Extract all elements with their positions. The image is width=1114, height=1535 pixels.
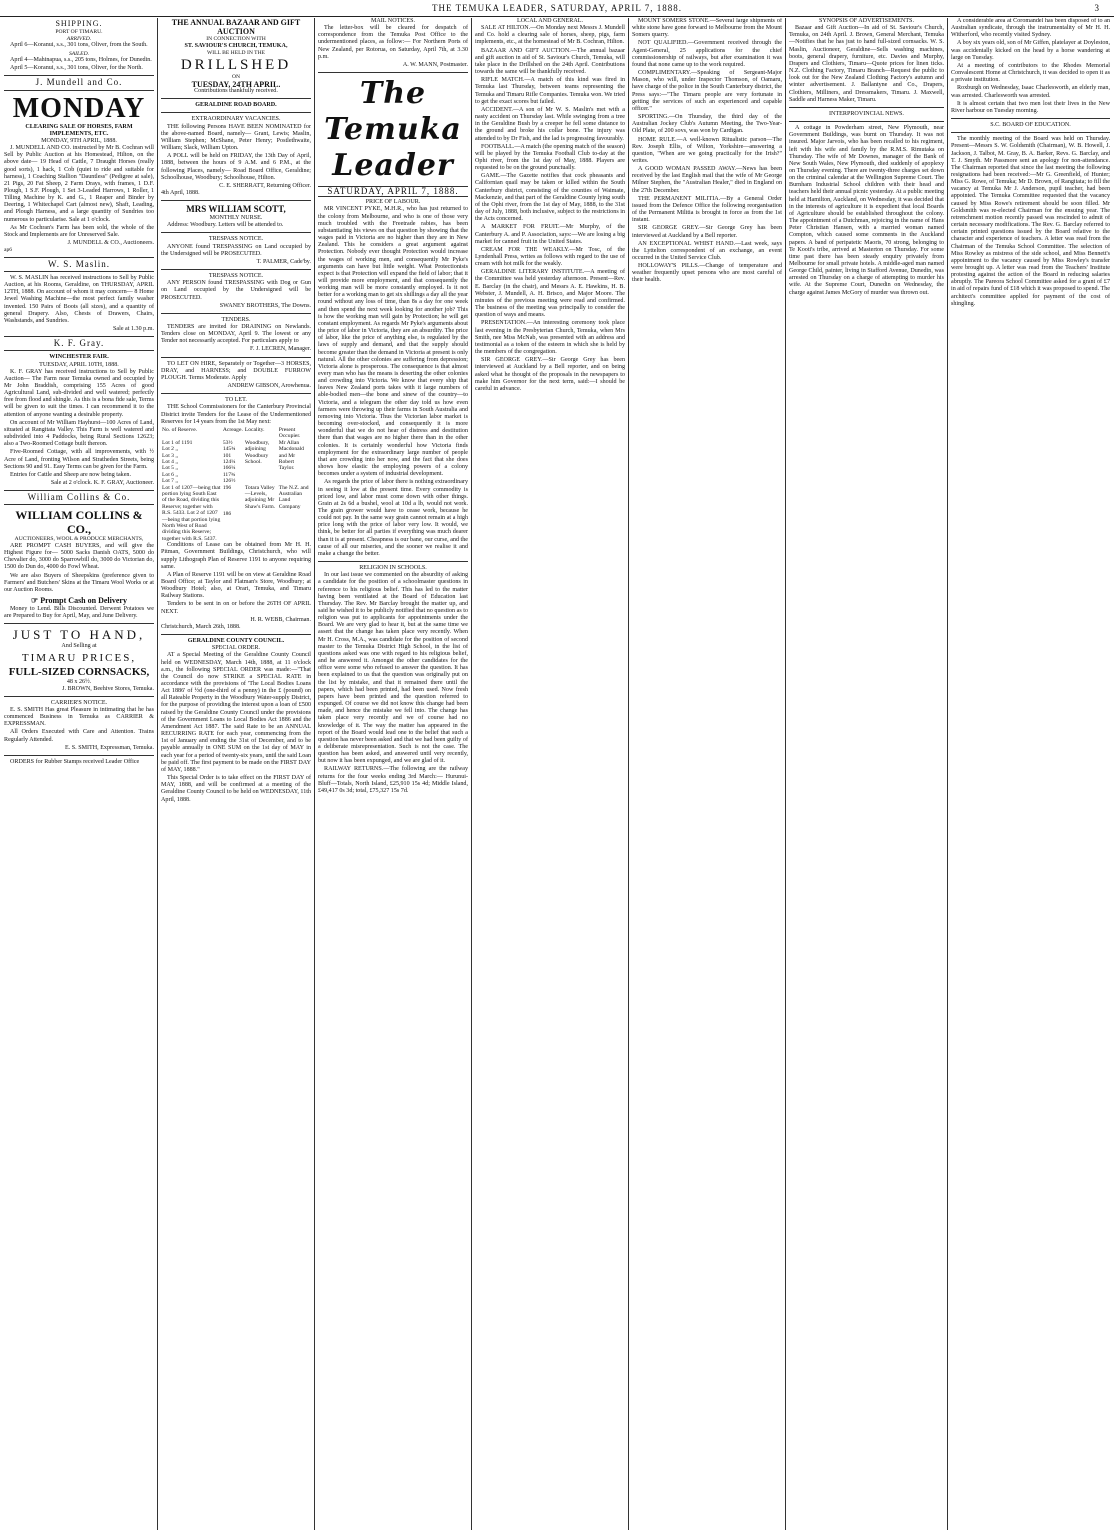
sailed-label: SAILED. [68, 50, 90, 57]
pointing-hand-icon: ☞ [31, 596, 39, 606]
column-6 [789, 18, 944, 1530]
prompt-cash-banner [4, 595, 154, 606]
news-item: SALE AT HILTON.—On Monday next Messrs J. Mundell and Co. hold a clearing sale of horses, sheep, pigs, farm implements, etc., at the homestead of Mr B. Cochran, Hilton. [475, 25, 625, 46]
postmaster-signature: A. W. MANN, Postmaster. [402, 61, 468, 68]
newspaper-columns [4, 18, 1110, 1530]
bazaar-held: WILL BE HELD IN THE [206, 49, 266, 56]
gray-text-2: On account of Mr William Hayhurst—100 Acres of Land, situated at Rangitata Valley. This Farm is well watered and subdivided into 4 Paddocks, being Rural Sections 12623; also a Two-Roomed Cottage built thereon. [4, 419, 154, 448]
news-item: NOT QUALIFIED.—Government received through the Agent-General, 25 applications for the chief commissionership of railways, but after examination it was found that none came up to the work required. [632, 40, 782, 68]
price-of-labour-heading: PRICE OF LABOUR. [365, 199, 421, 206]
mail-notices-text: The letter-box will be cleared for despatch of correspondence from the Temuka Post Office to the undermentioned places, as follow:— For Northern Ports of New Zealand, per Rotorua, on Saturday, April 7th, at 3.30 p.m. [318, 25, 468, 60]
gray-text-3: Five-Roomed Cottage, with all improvements, with ½ Acre of Land, fronting Wilson and Stratheden Streets, being Sections 90 and 91. Easy Terms can be given for the Farm. [4, 449, 154, 470]
collins-subtitle: AUCTIONEERS, WOOL & PRODUCE MERCHANTS, [14, 536, 144, 543]
page-number: 3 [1094, 3, 1100, 13]
clearing-sale-text-2: As Mr Cochran's Farm has been sold, the whole of the Stock and Implements are for Unreserved Sale. [4, 224, 154, 238]
board-of-education-text: The monthly meeting of the Board was held on Thursday. Present—Messrs S. W. Goldsmith (Chairman), W. B. Howell, J. Jackson, J. Talbot, M. Gray, B. A. Barker, Revs. G. Barclay, and T. J. Smyth. Mr Passmore sent an apology for non-attendance. The Chairman reported that since the last meeting the following resignations had been received:—Mr G. Greenfield, of Hunter; Miss G. Rowe, of Temuka; Mr D. Brown, of Rangitata; to fill the vacancy at Temuka Mr J. Anderson, pupil teacher, had been appointed. The Temuka Committee requested that the vacancy caused by Miss Rowe's retirement should be soon filled. Mr Goldsmith was re-elected Chairman for the ensuing year. The retrenchment motion recently passed was rescinded to admit of certain necessary modifications. The Rev. G. Barclay referred to certain printed questions issued by the Board relative to the character and experience of teachers. A letter was read from the Chairman of the Temuka School Committee. The selection of Miss Rowley as mistress of the side school, and Miss Bennett's appointment to the vacancy caused by Miss Rowley's transfer were brought up. A letter was read from the Teachers' Institute protesting against the action of the Board in reducing salaries abruptly. The Pareora School Committee asked for a grant of £7 in aid of repairs fund of £18 which it was proposed to spend. The architect's committee applied for payment of the cost of shingling. [951, 136, 1110, 307]
board-of-education-heading: S.C. BOARD OF EDUCATION. [990, 122, 1071, 129]
clearing-sale-date: MONDAY, 9TH APRIL, 1888. [41, 137, 117, 144]
news-item: RIFLE MATCH.—A match of this kind was fired in Temuka last Thursday, between teams representing the Temuka and Timaru Rifle Companies. Temuka won. We tried to get the exact scores but failed. [475, 77, 625, 105]
reserves-table [161, 427, 311, 542]
drillshed-title: DRILLSHED [180, 57, 292, 74]
newspaper-logo: The Temuka Leader [324, 76, 462, 184]
religion-heading: RELIGION IN SCHOOLS. [359, 565, 427, 572]
just-to-hand-title: JUST TO HAND, [12, 627, 146, 643]
maslin-text: W. S. MASLIN has received instructions to Sell by Public Auction, at his Rooms, Geraldine, on THURSDAY, APRIL 12TH, 1888. On account of whom it may concern— 8 Home Jewel Washing Machine—the most perfect family washer invented. 150 Pairs of Boots (all sizes), and a quantity of general Drapery. Also, Chests of Drawers, Chairs, Washstands, and Sundries. [4, 274, 154, 324]
gray-text-4: Entries for Cattle and Sheep are now being taken. [10, 471, 131, 478]
price-of-labour-text-2: As regards the price of labor there is nothing extraordinary in seeing it low at the present time. Every commodity is priced low, and labor must come down with other things. Grain at 2s 6d a bushel, wool at 10d a lb, would not work. The grain grower would have to cease work, because he could not pay. In the same way grain cannot remain at a high price long with the price of labor very low. It would, we think, be better for all parties if everything was much dearer than it is at present. Cheapness is our bane, our curse, and the cause of all our miseries, and the sooner we realise it and make a change the better. [318, 479, 468, 557]
table-header-cell: Acreage. [222, 426, 243, 433]
table-header-cell: Locality. [244, 426, 265, 433]
table-cell-acres: 53½ 145¾ 101 124¼ 166¼ 117¾ 126½ [222, 439, 236, 485]
scott-subtitle: MONTHLY NURSE. [209, 215, 263, 222]
brown-signature: J. BROWN, Beehive Stores, Temuka. [62, 685, 154, 692]
issue-date: SATURDAY, APRIL 7, 1888. [318, 186, 468, 197]
prompt-cash-text: Prompt Cash on Delivery [40, 596, 127, 606]
bazaar-title: THE ANNUAL BAZAAR AND GIFT AUCTION [171, 18, 301, 36]
news-item: SIR GEORGE GREY.—Sir George Grey has been interviewed at Auckland by a Bell reporter. [632, 225, 782, 239]
arrived-text: April 6—Koranui, s.s., 301 tons, Oliver, from the South. [10, 42, 148, 49]
to-let-hire-signature: ANDREW GIBSON, Arowhenua. [227, 383, 311, 390]
news-item: A boy six years old, son of Mr Giffen, platelayer at Doyleston, was accidentally kicked on the head by a horse wandering at large on Tuesday. [951, 40, 1110, 61]
collins-heading: William Collins & Co. [27, 492, 131, 503]
table-row [161, 485, 311, 543]
cornsacks-size: 48 x 26½. [66, 678, 92, 685]
news-item: BAZAAR AND GIFT AUCTION.—The annual bazaar and gift auction in aid of St. Saviour's Church, Temuka, will take place in the Drillshed on the 24th April. Contributions towards the same will be thankfully received. [475, 47, 625, 76]
winchester-fair-date: TUESDAY, APRIL 10TH, 1888. [39, 361, 119, 368]
maslin-sale-time: Sale at 1.30 p.m. [113, 326, 154, 333]
news-item: ACCIDENT.—A son of Mr W. S. Maslin's met with a nasty accident on Thursday last. While swinging from a tree in the Geraldine Bush by a creeper he fell some distance to the ground and broke his collar bone. The injury was attended to by Dr Fish, and the lad is progressing favourably. [475, 106, 625, 142]
table-header-row [161, 427, 311, 440]
news-item: CREAM FOR THE WEAKLY.—Mr Tosc, of the Lyndenhall Press, writes as follows with regard to the use of cream with hot milk for the weakly. [475, 246, 625, 268]
column-3 [318, 18, 468, 1530]
news-item: PRESENTATION.—An interesting ceremony took place last evening in the Presbyterian Church, Temuka, when Mrs Smith, nee Miss McNab, was presented with an address and testimonial as a token of the esteem in which she is held by the members of the congregation. [475, 320, 625, 356]
poll-date: 4th April, 1888. [161, 189, 200, 196]
table-cell-occupier: Mr Allan Macdonald and Mr Robert Taylor. [278, 439, 304, 472]
table-cell-lots: Lot 1 of 1191 Lot 2 ,, Lot 3 ,, Lot 4 ,, Lot 5 ,, Lot 6 ,, Lot 7 ,, [162, 439, 193, 485]
news-item: HOME RULE.—A well-known Ritualistic parson—The Rev. Joseph Ellis, of Wilton, Yorkshire—answering a question, "When are we going practically for the Irish?" writes. [632, 136, 782, 164]
bazaar-date: TUESDAY, 24TH APRIL. [191, 79, 281, 89]
sailed-text-1: April 4—Mahinapua, s.s., 205 tons, Holmes, for Dunedin. [10, 57, 152, 64]
arrived-label: ARRIVED. [66, 35, 92, 42]
news-item: At a meeting of contributors to the Rhodes Memorial Convalescent Home at Christchurch, it was decided to open it as a private institution. [951, 62, 1110, 84]
mail-notices-title: MAIL NOTICES. [370, 18, 416, 24]
religion-text: In our last issue we commented on the absurdity of asking a candidate for the position of a schoolmaster questions in reference to his religious belief. This has led to the matter having been ventilated at the Board of Education last Thursday. The Rev. Mr Barclay brought the matter up, and said he wished it to be publicly notified that no question as to religion was put to applicants for appointments under the Board. We are very glad to hear it, but at the same time we assert that the change has taken place very recently. When Mr H. Cross, M.A., was candidate for the position of second master to the Temuka District High School, in the list of questions asked was one with regard to his religious belief, and he answered it. Amongst the other candidates for the office were some who refused to answer the question. It has been explained to us that the question was originally put on the list by mistake, and that it remained there until the papers, which had been printed, had been used. Now fresh papers have been printed and the question referred to expunged. Of course we did not know this change had been made, and hence the mistake we fell into. The change has taken place very recently and we of course had no knowledge of it. The way the matter has appeared in the report of the Board would lead one to the belief that such a question has never been asked and that we had been guilty of a deliberate misrepresentation. Such is not the case. The question has been asked, and answered until very recently, but now it has been expunged, and we are glad of it. [318, 572, 468, 765]
cornsacks-title: FULL-SIZED CORNSACKS, [8, 665, 150, 678]
trespass-text-1: ANYONE found TRESPASSING on Land occupied by the Undersigned will be PROSECUTED. [161, 243, 311, 257]
monday-title: MONDAY [12, 92, 146, 124]
special-order-title: SPECIAL ORDER. [211, 645, 261, 652]
news-item: SIR GEORGE GREY.—Sir George Grey has been interviewed at Auckland by a Bell reporter, and on being asked what he thought of the proposals in the newspapers to make him Governor for the next term, said:—I should be careful in advance. [475, 357, 625, 392]
clearing-sale-title: CLEARING SALE OF HORSES, FARM IMPLEMENTS, ETC. [25, 123, 133, 137]
to-let-hire-text: TO LET ON HIRE, Separately or Together—3 HORSES, DRAY, and HARNESS; and DOUBLE FURROW PLOUGH. Terms Moderate. Apply [161, 360, 311, 381]
column-7 [951, 18, 1110, 1530]
table-cell-lots: Lot 1 of 1207—being that portion lying South East of the Road, dividing this Reserve; together with R.S. 5433. Lot 2 of 1207—being that portion lying North West of Road dividing this Reserve; together with R.S. 5437. [162, 484, 221, 542]
collins-text-2: We are also Buyers of Sheepskins (preference given to Farmers' and Butchers' Skins at the Timaru Wool Works or at our Auction Rooms. [4, 572, 154, 593]
news-item: GERALDINE LITERARY INSTITUTE.—A meeting of the Committee was held yesterday afternoon. Present—Rev. E. Barclay (in the chair), and Messrs A. E. Hawkins, H. B. Webster, J. Mundell, A. H. Brisco, and Major Moore. The minutes of the previous meeting were read and confirmed. The business of the meeting was principally to consider the question of ways and means. [475, 269, 625, 319]
and-selling-text: And Selling at [61, 643, 97, 650]
table-header-cell: No. of Reserve. [162, 426, 198, 433]
tenders-text: TENDERS are invited for DRAINING on Newlands. Tenders close on MONDAY, April 9. The lowest or any Tender not necessarily accepted. For particulars apply to [161, 324, 311, 345]
column-2 [161, 18, 311, 1530]
tenders-signature: F. J. LECREN, Manager. [250, 346, 311, 353]
gray-heading: K. F. Gray. [53, 338, 105, 349]
nominations-text: THE following Persons HAVE BEEN NOMINATED for the above-named Board, namely— Grant, Lewis; Maslin, William Stephen; McShane, Peter Henry; Postlethwaite, William; Slack, William Upton. [161, 123, 311, 152]
county-council-title: GERALDINE COUNTY COUNCIL. [187, 638, 285, 645]
bazaar-church: ST. SAVIOUR'S CHURCH, TEMUKA, [184, 42, 288, 49]
column-4 [475, 18, 625, 1530]
commissioners-text: THE School Commissioners for the Canterbury Provincial District invite Tenders for the Lease of the Undermentioned Reserves for 14 years from the 1st May next: [161, 404, 311, 425]
interprovincial-heading: INTERPROVINCIAL NEWS. [829, 110, 904, 117]
masthead [0, 0, 1114, 17]
trespass-text-2: ANY PERSON found TRESPASSING with Dog or Gun on Land occupied by the Undersigned will be PROSECUTED. [161, 280, 311, 301]
mundell-heading: J. Mundell and Co. [35, 77, 123, 88]
conditions-text: Conditions of Lease can be obtained from Mr H. H. Pitman, Government Buildings, Christchurch, who will supply Lithograph Plan of Reserve 1191 to anyone requiring same. [161, 542, 311, 570]
news-item: A GOOD WOMAN PASSED AWAY.—News has been received by the last English mail that the wife of Mr George Milner Stephen, the "Australian Healer," died in England on the 27th December. [632, 166, 782, 194]
vacancies-title: EXTRAORDINARY VACANCIES. [191, 116, 281, 123]
column-5 [632, 18, 782, 1530]
gray-signature: Sale at 2 o'clock. K. F. GRAY, Auctioneer. [50, 480, 154, 487]
webb-date: Christchurch, March 26th, 1888. [161, 623, 241, 630]
masthead-title: THE TEMUKA LEADER, SATURDAY, APRIL 7, 1888. [431, 3, 683, 13]
synopsis-heading: SYNOPSIS OF ADVERTISEMENTS. [819, 18, 914, 24]
carriers-notice-title: CARRIER'S NOTICE. [50, 699, 108, 706]
news-item: HOLLOWAY'S PILLS.—Change of temperature and weather frequently upset persons who are most careful of their health. [632, 263, 782, 284]
synopsis-text: Bazaar and Gift Auction—In aid of St. Saviour's Church, Temuka, on 24th April. J. Brown, General Merchant, Temuka—Notifies that he has just to hand full-sized cornsacks. W. S. Maslin, Auctioneer, Geraldine—Sells washing machines, boots, general drapery, furniture, etc. Davies and Murphy, Drapers and Clothiers, Timaru—Quote prices for linen ticks. N.Z. Clothing Factory, Timaru Branch—Request the public to look out for the New Zealand Clothing Factory's autumn and winter advertisement. J. Ballantyne and Co., Drapers, Clothiers, Milliners, and Dressmakers, Timaru. J. Maxwell, Saddle and Harness Maker, Timaru. [789, 25, 944, 103]
trespass-signature-1: T. PALMER, Cade'by. [256, 258, 311, 265]
trespass-title-2: TRESPASS NOTICE. [208, 273, 264, 280]
council-text-2: This Special Order is to take effect on the FIRST DAY of MAY, 1888, and will be confirmed at a meeting of the Geraldine County Council to be held on WEDNESDAY, 11th April, 1888. [161, 775, 311, 803]
table-header-cell: Present Occupier. [278, 426, 301, 440]
sailed-text-2: April 5—Koranui, s.s., 301 tons, Oliver, for the North. [10, 65, 143, 72]
news-item: FOOTBALL.—A match (the opening match of the season) will be played by the Temuka Football Club to-day at the Ophi river, from the 1st day of May, 1888. Players are requested to be on the ground punctually. [475, 143, 625, 172]
interprovincial-text: A cottage in Powderham street, New Plymouth, near Government Buildings, was burnt on Thursday. It was not insured. Major Jarvois, who has been recalled to his regiment, left with his wife and family by the R.M.S. Rimutaka on Thursday. The wife of Mr Downes, manager of the Bank of New South Wales, New Plymouth, died suddenly of apoplexy on Thursday evening. There are twenty-three charges set down on the criminal calendar at the Wellington Supreme Court. The Burnham Industrial School children with their head and teachers held their annual picnic yesterday. At a public meeting held at Hamilton, Auckland, on Wednesday, it was decided that in the interests of agriculture it is expedient that local Boards of Agriculture should be established throughout the colony. The appointment of a Dutchman, rejoicing in the name of Hans Peter Christian Hansen, with a married woman named Compton, which caused some comments in the Auckland papers. A band of peripatetic Maoris, 70 strong, belonging to Te Kooti's tribe, arrived at Masterton on Thursday. For some time past there has been steady enquiry privately from Melbourne for small private hotels. A middle-aged man named George Child, painter, living in Stafford Avenue, Dunedin, was arrested on Thursday on a charge of attempting to murder his wife. At the Supreme Court, Dunedin on Wednesday, the charge against James McGory of murder was thrown out. [789, 125, 944, 296]
news-item: AN EXCEPTIONAL WHIST HAND.—Last week, says the Lyttelton correspondent of an exchange, an event occurred in the United Service Club. [632, 240, 782, 261]
plan-text: A Plan of Reserve 1191 will be on view at Geraldine Road Board Office; at Taylor and Flatman's Store, Woodbury; at Woodbury Hotel; also, at Orari, Temuka, and Timaru Railway Stations. [161, 571, 311, 600]
bazaar-on: ON [231, 74, 241, 81]
shipping-heading: SHIPPING. [55, 19, 103, 28]
collins-text: ARE PROMPT CASH BUYERS, and will give the Highest Figure for— 5000 Sacks Danish OATS, 5000 do Chevalier do, 3000 do Sparrowbill do, 3000 do Victorian do, 1500 do Dun do, 4000 do Fowl Wheat. [4, 542, 154, 571]
price-of-labour-text: MR VINCENT PYKE, M.H.R., who has just returned to the colony from Melbourne, and who is one of those very much troubled with the Freetrade rabies, has been substantiating his views on that question by showing that the wages paid in Victoria are no higher than they are in New Zealand. This he considers a great argument against Protection. Nobody ever thought Protection would increase the wages of working men, and consequently Mr Pyke's arguments can have but little weight. What Protectionists expect is that Protection will expand the field of labor; that it will provide more employment, and that consequently the working man will be more constantly employed. Is it not better for a working man to get six shillings a day all the year round without any loss of time, than 8s a day for one week and then spend the next week looking for another job? This is how the working man will gain by Protection; he will get constant employment. As regards Mr Pyke's arguments about the price of labor in Victoria, they are an absurdity. The price of labor, like the price of anything else, is regulated by the laws of supply and demand, and that the supply should become greater than the demand in Victoria at present is only natural. All the other colonies are suffering from depression; Victoria alone is prosperous. The consequence is that almost every man who has the means is deserting the other colonies and crowding into Victoria. We know that every ship that leaves New Zealand ports takes with it large numbers of able-bodied men—the bone and sinew of the country—to Victoria, and a telegram the other day told us how even farmers were throwing up their farms in South Australia and removing into Victoria. Thus the Victorian labor market is becoming over-stocked, and consequently it is more wonderful that we do not hear of distress and destitution there than that wages are no higher there than in the other colonies. It is certainly wonderful how Victoria finds employment for the extraordinary large number of people that are crowding into her now, and the fact that she does shows how elastic the employing powers of a colony becomes under a system of industrial development. [318, 206, 468, 478]
news-item: A considerable area at Coromandel has been disposed of to an Australian syndicate, through the instrumentality of Mr H. H. Witherford, who recently visited Sydney. [951, 18, 1110, 39]
scott-title: MRS WILLIAM SCOTT, [186, 204, 286, 215]
smith-signature: E. S. SMITH, Expressman, Temuka. [65, 744, 154, 751]
news-item: COMPLIMENTARY.—Speaking of Sergeant-Major Mason, who will, under Inspector Thomson, of Oamaru, have charge of the police in the South Canterbury district, the Press says:—"The Timaru people are very fortunate in getting the services of such an experienced and capable officer." [632, 70, 782, 112]
news-item: THE PERMANENT MILITIA.—By a General Order issued from the Defence Office the following reorganisation of the Permanent Militia is brought in force as from the 1st instant. [632, 195, 782, 224]
trespass-signature-2: SWANEY BROTHERS, The Downs. [219, 302, 311, 309]
local-general-heading: LOCAL AND GENERAL. [517, 18, 583, 24]
railway-returns-text: RAILWAY RETURNS.—The following are the railway returns for the four weeks ending 3rd March:— Hurunui-Bluff—Totals, North Island, £25,910 15s 4d; Middle Island, £49,417 0s 3d; total, £75,327 15s 7d. [318, 766, 468, 794]
news-item: MOUNT SOMERS STONE.—Several large shipments of white stone have gone forward to Melbourne from the Mount Somers quarry. [632, 18, 782, 39]
council-text: AT a Special Meeting of the Geraldine County Council held on WEDNESDAY, March 14th, 1888, at 11 o'clock a.m., the following SPECIAL ORDER was made:—"That the Council do now STRIKE a SPECIAL RATE in accordance with the provisions of 'The Local Bodies Loans Act 1886' of ½d (one-third of a penny) in the £ (pound) on all Rateable Property in the Woodbury Water-supply District, for the purpose of providing the interest upon a loan of £500 raised by the Geraldine County Council under the provisions of the Government Loans to Local Bodies Act 1886 and the Amendment Act 1887. The said Rate to be an ANNUAL RECURRING RATE for each year, commencing from the 1st of January and ending the 31st of December, and to be payable annually in ONE SUM on the 1st day of MAY in each year for a period of twenty-six years, until the said Loan be paid off. The first payment to be made on the FIRST DAY of MAY, 1888." [161, 652, 311, 773]
tenders-send-text: Tenders to be sent in on or before the 26TH OF APRIL NEXT. [161, 601, 311, 615]
table-cell-locality: Totara Valley—Levels, adjoining Mr Shaw's Farm. [244, 484, 276, 510]
news-item: GAME.—The Gazette notifies that cock pheasants and Californian quail may be taken or killed within the South Canterbury district, consisting of the counties of Waimate, Mackenzie, and that part of the Geraldine County lying south of the Ophi river, from the 1st day of May, 1888, to the 31st day of July, 1888, both inclusive, subject to the restrictions in the Acts concerned. [475, 173, 625, 223]
collins-title: WILLIAM COLLINS & CO., [15, 508, 143, 537]
clearing-sale-text: J. MUNDELL AND CO. instructed by Mr B. Cochran will Sell by Public Auction at his Homestead, Hilton, on the above date— 19 Head of Cattle, 7 Draught Horses (really good sorts), 1 hack, 1 Cob (quiet to ride and suitable for harness), 1 Coaching Stallion "Dauntless" (Pedigree at sale), 21 Pigs, 20 Fat Sheep, 2 Farm Drays, with frames, 1 D.F. Plough, 1 S.F. Plough, 1 Set 3-Leaded Harrows, 1 Roller, 1 Tilling Machine by K. and G., 1 Reaper and Binder by Deering, 1 Whitechapel Cart (almost new), Shaft, Leading, and Plough Harness, and a large quantity of Sundries too numerous to particularise. Sale at 1 o'clock. [4, 145, 154, 223]
news-item: It is almost certain that two men lost their lives in the New River harbour on Tuesday morning. [951, 100, 1110, 114]
table-cell-acres: 196 186 [222, 484, 232, 517]
webb-signature: H. R. WEBB, Chairman. [250, 616, 311, 623]
timaru-prices-title: TIMARU PRICES, [21, 651, 137, 664]
to-let-title: TO LET. [225, 397, 247, 404]
news-item: Roxburgh on Wednesday, Isaac Charlesworth, an elderly man, was arrested. Charlesworth was arrested. [951, 85, 1110, 99]
table-cell-occupier: The N.Z. and Australian Land Company [278, 484, 309, 510]
news-item: A MARKET FOR FRUIT.—Mr Murphy, of the Canterbury A. and P. Association, says:—We are losing a big market for canned fruit in the United States. [475, 224, 625, 245]
trespass-title-1: TRESPASS NOTICE. [208, 236, 264, 243]
column-1 [4, 18, 154, 1530]
rubber-stamps-notice: ORDERS for Rubber Stamps received Leader Office [10, 758, 140, 765]
maslin-heading: W. S. Maslin. [48, 258, 110, 269]
news-item: SPORTING.—On Thursday, the third day of the Australian Jockey Club's Autumn Meeting, the Two-Year-Old Plate, of 200 sovs, was won by Cardigan. [632, 114, 782, 135]
road-board-title: GERALDINE ROAD BOARD. [195, 102, 277, 109]
smith-text: E. S. SMITH Has great Pleasure in intimating that he has commenced Business in Temuka as CARRIER & EXPRESSMAN. [4, 706, 154, 728]
bazaar-connection: IN CONNECTION WITH [206, 36, 266, 42]
gray-text: K. F. GRAY has received instructions to Sell by Public Auction— The Farm near Temuka owned and occupied by Mr John Braddish, comprising 155 Acres of good Agricultural Land, sub-divided and well watered; perfectly free from flood and shingle. As this is a bona fide sale, Terms will be given to suit the times. I can recommend it to the attention of anyone wanting a desirable property. [4, 368, 154, 418]
scott-address: Address: Woodbury. Letters will be attended to. [167, 222, 284, 229]
returning-officer: C. E. SHERRATT, Returning Officer. [219, 182, 311, 189]
winchester-fair-title: WINCHESTER FAIR. [49, 354, 109, 361]
ad-code: ap6 [4, 247, 13, 254]
tenders-title: TENDERS. [221, 316, 251, 323]
bazaar-contributions: Contributions thankfully received. [194, 88, 278, 95]
collins-text-3: Money to Lend. Bills Discounted. Derwent Potatoes we are Prepared to Buy for April, May, and June Delivery. [4, 606, 154, 620]
smith-text-2: All Orders Executed with Care and Attention. Trains Regularly Attended. [4, 729, 154, 743]
port-heading: PORT OF TIMARU. [55, 29, 103, 36]
table-row [161, 440, 311, 485]
mundell-signature: J. MUNDELL & CO., Auctioneers. [67, 240, 154, 247]
table-cell-locality: Woodbury, adjoining Woodbury School. [244, 439, 270, 465]
poll-text: A POLL will be held on FRIDAY, the 13th Day of April, 1888, between the hours of 9 A.M. and 6 P.M., at the following Places, namely— Road Board Office, Geraldine; Schoolhouse, Woodbury; Schoolhouse, Hilton. [161, 153, 311, 181]
